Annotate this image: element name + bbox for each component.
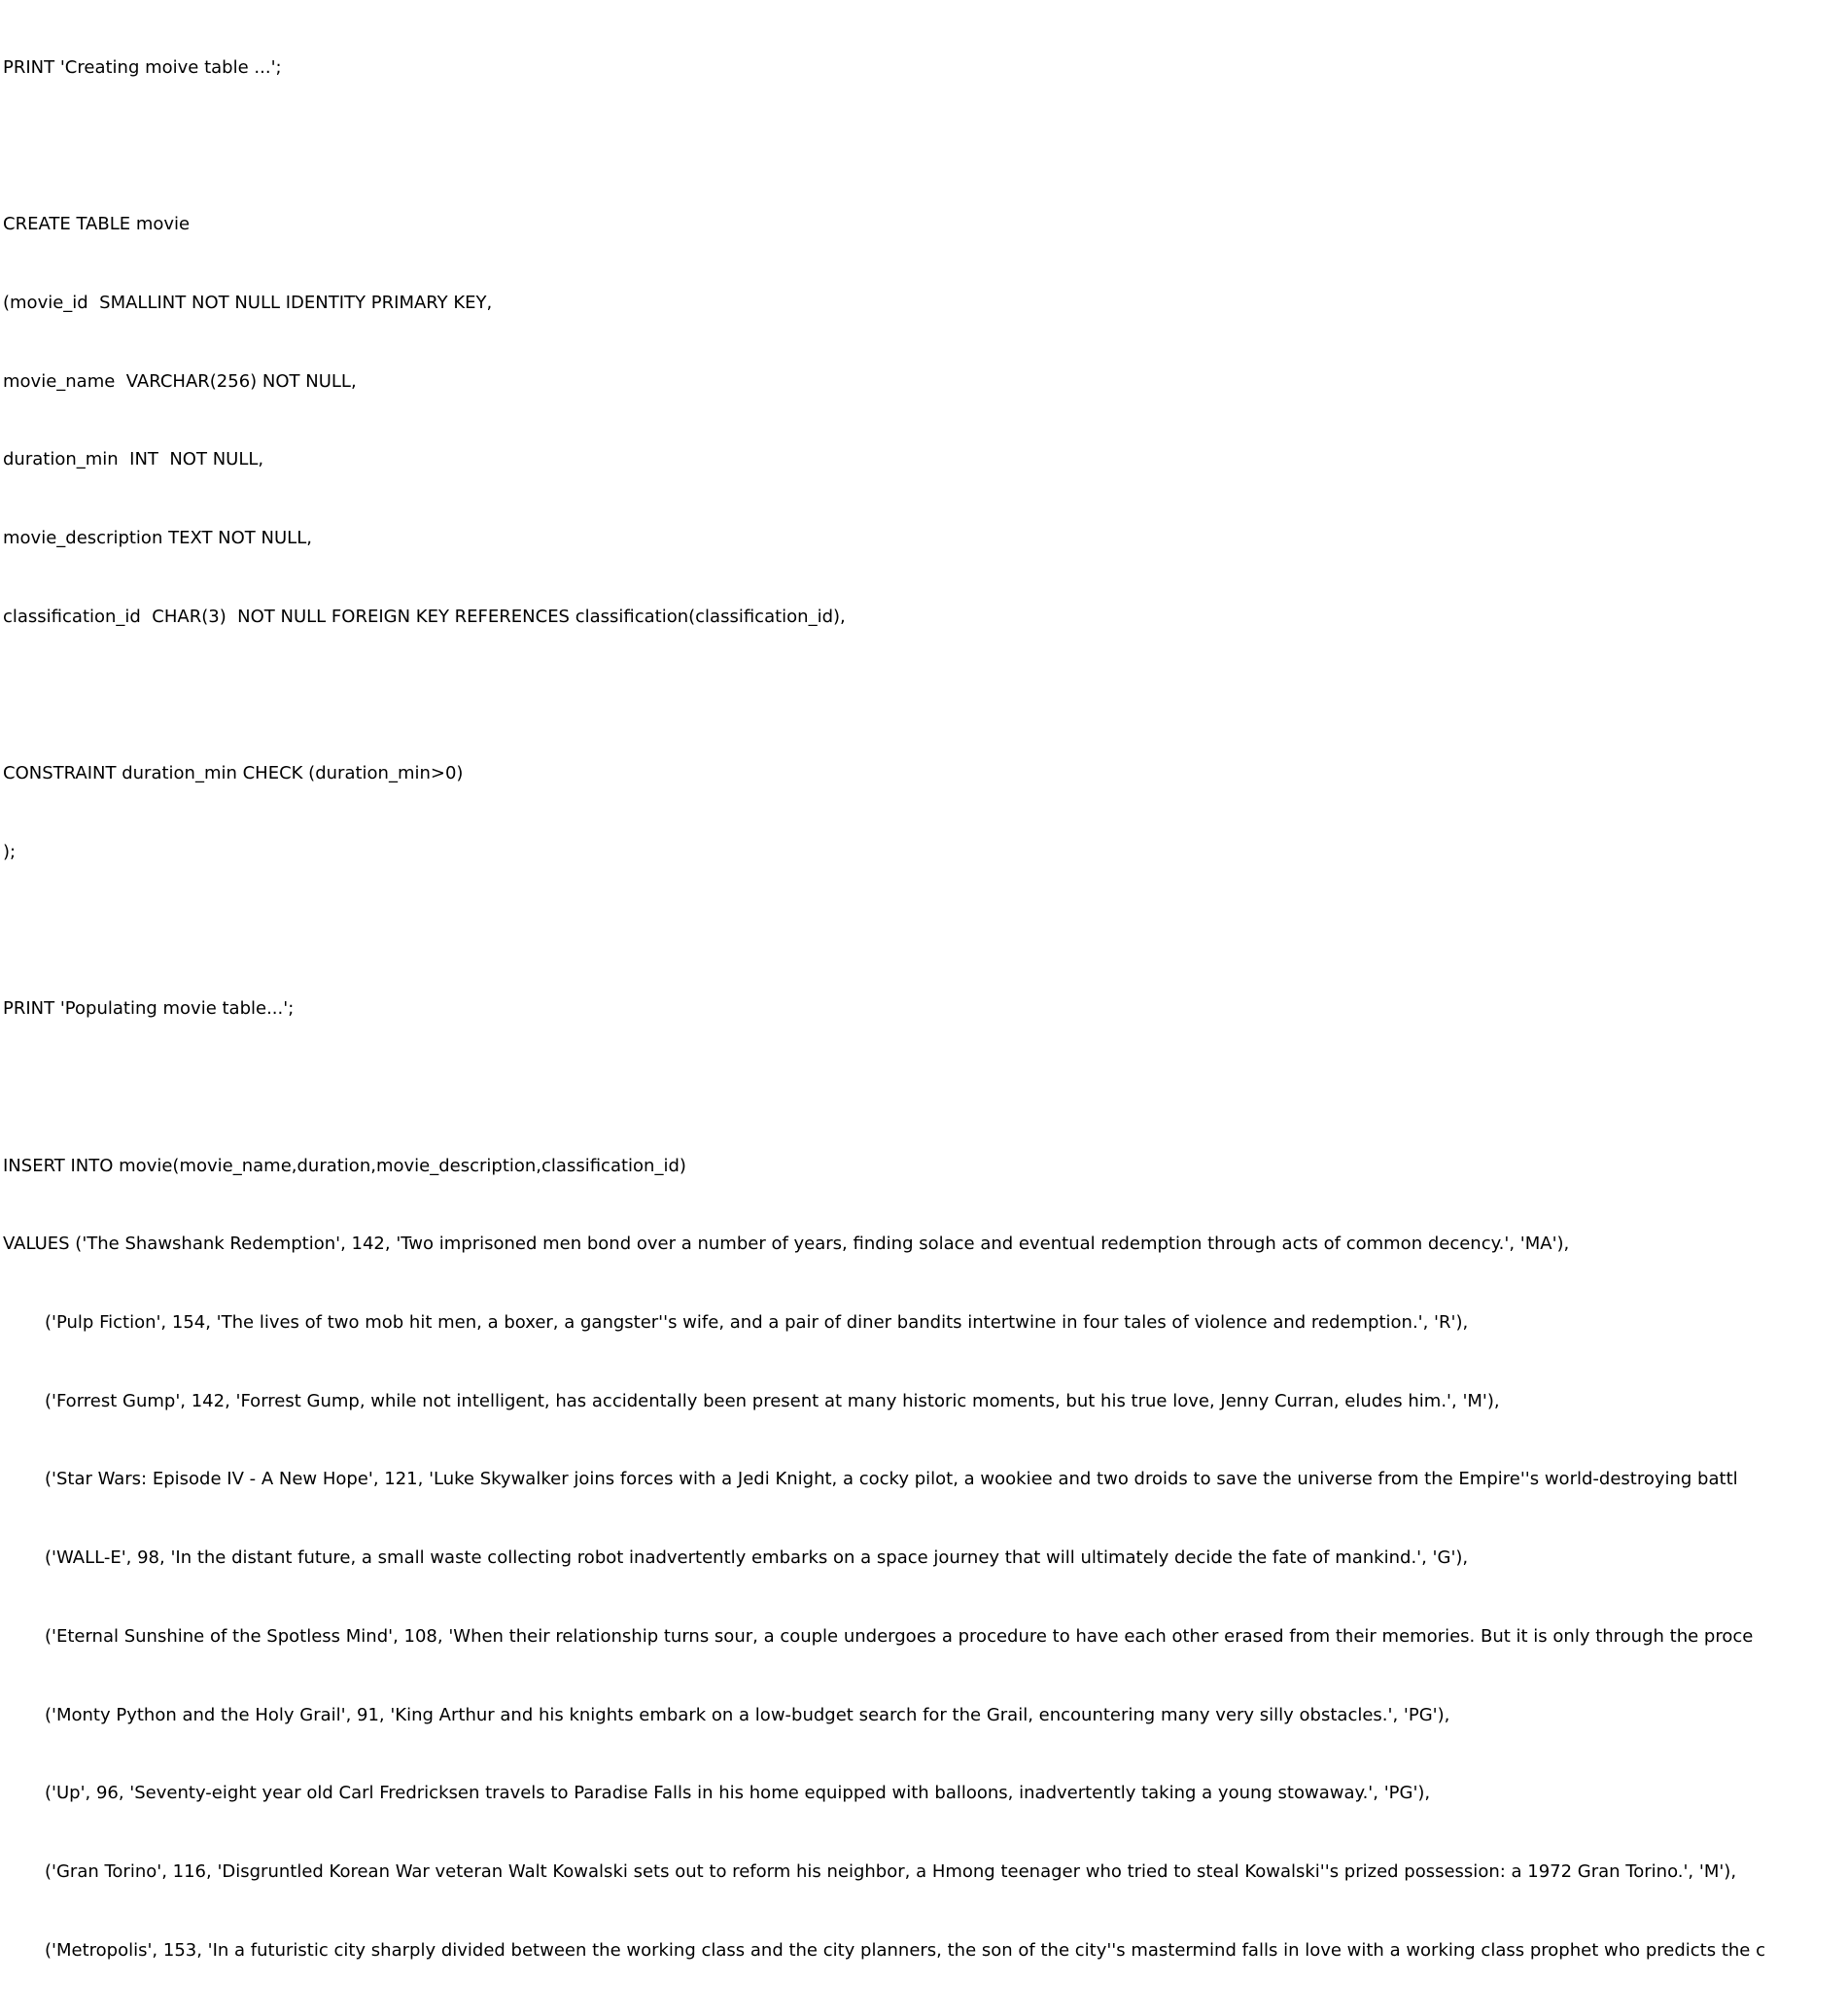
code-line: ('Metropolis', 153, 'In a futuristic city sharply divided between the working class and the city planners, the son of the city''s mastermind falls in love with a working class prophet who predicts the c: [45, 1939, 1765, 1961]
code-line: (movie_id SMALLINT NOT NULL IDENTITY PRIMARY KEY,: [3, 292, 493, 313]
code-line: [3, 1075, 1845, 1101]
code-line: );: [3, 841, 17, 862]
code-line: INSERT INTO movie(movie_name,duration,movie_description,classification_id): [3, 1155, 686, 1176]
code-line: [3, 134, 1845, 160]
code-line: ('Star Wars: Episode IV - A New Hope', 121, 'Luke Skywalker joins forces with a Jedi Knight, a cocky pilot, a wookiee and two droids to save the universe from the Empire''s world-destroying battl: [45, 1469, 1738, 1490]
code-line: VALUES ('The Shawshank Redemption', 142, 'Two imprisoned men bond over a number of years, finding solace and eventual redemption through acts of common decency.', 'MA'),: [3, 1234, 1570, 1255]
code-line: [3, 682, 1845, 709]
code-line: movie_description TEXT NOT NULL,: [3, 528, 312, 549]
code-line: [3, 919, 1845, 945]
code-line: movie_name VARCHAR(256) NOT NULL,: [3, 370, 357, 392]
code-line: PRINT 'Creating moive table ...';: [3, 56, 282, 78]
code-line: CONSTRAINT duration_min CHECK (duration_min>0): [3, 763, 464, 784]
code-line: ('Gran Torino', 116, 'Disgruntled Korean War veteran Walt Kowalski sets out to reform his neighbor, a Hmong teenager who tried to steal Kowalski''s prized possession: a 1972 Gran Torino.', 'M'),: [45, 1860, 1737, 1882]
code-line: ('Forrest Gump', 142, 'Forrest Gump, while not intelligent, has accidentally been present at many historic moments, but his true love, Jenny Curran, eludes him.', 'M'),: [45, 1390, 1500, 1411]
code-line: ('Eternal Sunshine of the Spotless Mind', 108, 'When their relationship turns sour, a couple undergoes a procedure to have each other erased from their memories. But it is only through the proce: [45, 1625, 1754, 1647]
code-line: classification_id CHAR(3) NOT NULL FOREIGN KEY REFERENCES classification(classification_id),: [3, 606, 846, 627]
code-line: CREATE TABLE movie: [3, 214, 191, 235]
code-line: PRINT 'Populating movie table...';: [3, 998, 295, 1020]
sql-code-block: [3, 3, 1845, 2016]
code-line: duration_min INT NOT NULL,: [3, 449, 264, 470]
code-line: ('Pulp Fiction', 154, 'The lives of two mob hit men, a boxer, a gangster''s wife, and a pair of diner bandits intertwine in four tales of violence and redemption.', 'R'),: [45, 1312, 1469, 1334]
code-line: ('Monty Python and the Holy Grail', 91, 'King Arthur and his knights embark on a low-budget search for the Grail, encountering many very silly obstacles.', 'PG'),: [45, 1704, 1450, 1725]
code-line: ('Up', 96, 'Seventy-eight year old Carl Fredricksen travels to Paradise Falls in his home equipped with balloons, inadvertently taking a young stowaway.', 'PG'),: [45, 1783, 1431, 1804]
code-line: ('WALL-E', 98, 'In the distant future, a small waste collecting robot inadvertently embarks on a space journey that will ultimately decide the fate of mankind.', 'G'),: [45, 1547, 1469, 1569]
